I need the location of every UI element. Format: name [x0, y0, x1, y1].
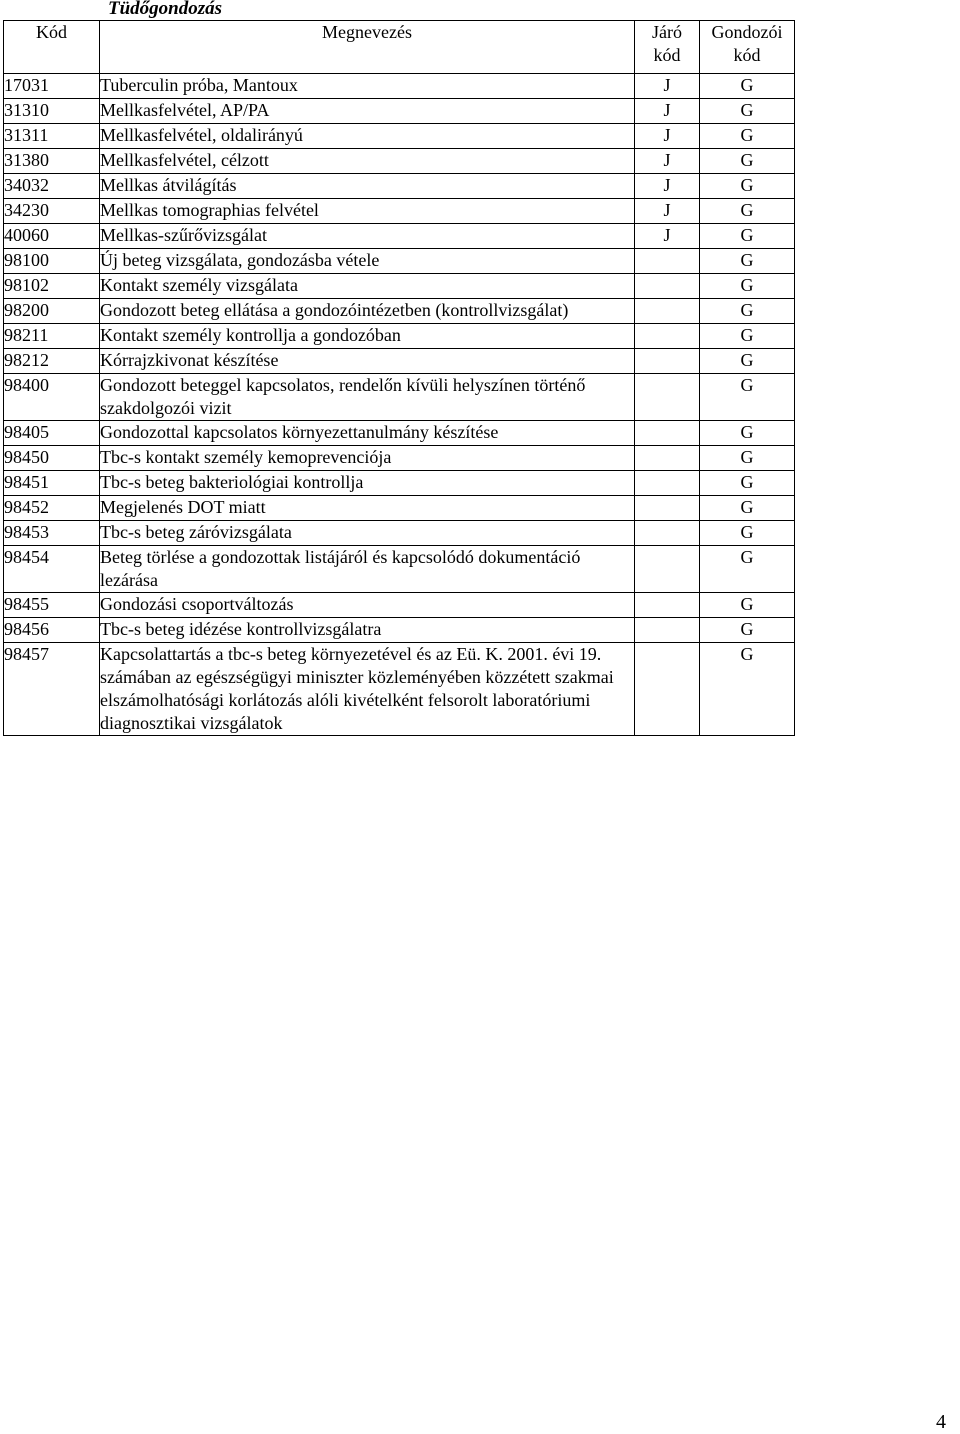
cell-kod: 98211	[4, 324, 100, 349]
header-megnevezes: Megnevezés	[100, 21, 635, 74]
cell-kod: 98452	[4, 496, 100, 521]
cell-kod: 98450	[4, 446, 100, 471]
cell-megnevezes: Gondozottal kapcsolatos környezettanulmány készítése	[100, 421, 635, 446]
table-row	[4, 546, 795, 593]
cell-jaro-kod	[635, 618, 700, 643]
cell-megnevezes: Gondozott beteg ellátása a gondozóintézetben (kontrollvizsgálat)	[100, 299, 635, 324]
cell-megnevezes: Gondozási csoportváltozás	[100, 593, 635, 618]
header-jaro-kod	[635, 21, 700, 74]
cell-jaro-kod: J	[635, 99, 700, 124]
cell-kod: 34230	[4, 199, 100, 224]
cell-jaro-kod: J	[635, 124, 700, 149]
table-row	[4, 74, 795, 99]
cell-gondozoi-kod: G	[700, 174, 795, 199]
cell-jaro-kod	[635, 593, 700, 618]
table-row	[4, 349, 795, 374]
cell-megnevezes: Tuberculin próba, Mantoux	[100, 74, 635, 99]
cell-jaro-kod	[635, 546, 700, 593]
cell-megnevezes: Tbc-s beteg záróvizsgálata	[100, 521, 635, 546]
cell-jaro-kod	[635, 374, 700, 421]
cell-kod: 98455	[4, 593, 100, 618]
table-row	[4, 471, 795, 496]
cell-megnevezes: Mellkas-szűrővizsgálat	[100, 224, 635, 249]
cell-kod: 40060	[4, 224, 100, 249]
table-row	[4, 496, 795, 521]
table-row	[4, 446, 795, 471]
cell-gondozoi-kod: G	[700, 446, 795, 471]
cell-jaro-kod	[635, 446, 700, 471]
section-title: Tüdőgondozás	[108, 0, 223, 19]
cell-jaro-kod: J	[635, 174, 700, 199]
cell-kod: 98454	[4, 546, 100, 593]
cell-megnevezes: Mellkas átvilágítás	[100, 174, 635, 199]
cell-megnevezes: Kapcsolattartás a tbc-s beteg környezetével és az Eü. K. 2001. évi 19. számában az egészségügyi miniszter közleményében közzétett szakmai elszámolhatósági korlátozás alóli kivételként felsorolt laboratóriumi diagnosztikai vizsgálatok	[100, 643, 635, 736]
cell-kod: 31310	[4, 99, 100, 124]
cell-kod: 98400	[4, 374, 100, 421]
cell-kod: 98457	[4, 643, 100, 736]
table-row	[4, 618, 795, 643]
cell-jaro-kod	[635, 421, 700, 446]
cell-megnevezes: Kontakt személy vizsgálata	[100, 274, 635, 299]
page-number: 4	[936, 1411, 946, 1433]
cell-gondozoi-kod: G	[700, 224, 795, 249]
cell-kod: 98405	[4, 421, 100, 446]
cell-kod: 31380	[4, 149, 100, 174]
cell-megnevezes: Mellkasfelvétel, oldalirányú	[100, 124, 635, 149]
header-jaro-line2: kód	[653, 45, 681, 65]
table-row	[4, 299, 795, 324]
table-row	[4, 224, 795, 249]
header-gondozoi-kod	[700, 21, 795, 74]
cell-jaro-kod	[635, 299, 700, 324]
table-row	[4, 124, 795, 149]
cell-jaro-kod: J	[635, 74, 700, 99]
cell-megnevezes: Tbc-s beteg idézése kontrollvizsgálatra	[100, 618, 635, 643]
table-row	[4, 593, 795, 618]
header-gondozoi-line2: kód	[733, 45, 761, 65]
cell-gondozoi-kod: G	[700, 74, 795, 99]
cell-jaro-kod	[635, 349, 700, 374]
cell-kod: 98456	[4, 618, 100, 643]
cell-gondozoi-kod: G	[700, 496, 795, 521]
cell-gondozoi-kod: G	[700, 99, 795, 124]
cell-gondozoi-kod: G	[700, 349, 795, 374]
cell-kod: 98200	[4, 299, 100, 324]
cell-gondozoi-kod: G	[700, 324, 795, 349]
table-row	[4, 99, 795, 124]
cell-gondozoi-kod: G	[700, 274, 795, 299]
header-gondozoi-line1: Gondozói	[711, 22, 783, 42]
cell-jaro-kod	[635, 471, 700, 496]
cell-kod: 98451	[4, 471, 100, 496]
cell-megnevezes: Tbc-s beteg bakteriológiai kontrollja	[100, 471, 635, 496]
cell-megnevezes: Kontakt személy kontrollja a gondozóban	[100, 324, 635, 349]
cell-gondozoi-kod: G	[700, 149, 795, 174]
cell-megnevezes: Gondozott beteggel kapcsolatos, rendelőn kívüli helyszínen történő szakdolgozói vizit	[100, 374, 635, 421]
table-body	[4, 74, 795, 736]
cell-gondozoi-kod: G	[700, 199, 795, 224]
cell-gondozoi-kod: G	[700, 124, 795, 149]
cell-gondozoi-kod: G	[700, 618, 795, 643]
table-row	[4, 521, 795, 546]
cell-gondozoi-kod: G	[700, 374, 795, 421]
cell-jaro-kod	[635, 274, 700, 299]
table-row	[4, 374, 795, 421]
cell-kod: 17031	[4, 74, 100, 99]
table-row	[4, 174, 795, 199]
cell-kod: 31311	[4, 124, 100, 149]
table-header-row	[4, 21, 795, 74]
cell-gondozoi-kod: G	[700, 546, 795, 593]
cell-megnevezes: Mellkasfelvétel, célzott	[100, 149, 635, 174]
cell-megnevezes: Mellkas tomographias felvétel	[100, 199, 635, 224]
table-row	[4, 199, 795, 224]
header-jaro-line1: Járó	[652, 22, 682, 42]
table-row	[4, 421, 795, 446]
cell-kod: 98212	[4, 349, 100, 374]
cell-gondozoi-kod: G	[700, 249, 795, 274]
cell-gondozoi-kod: G	[700, 421, 795, 446]
cell-gondozoi-kod: G	[700, 643, 795, 736]
cell-kod: 98102	[4, 274, 100, 299]
cell-jaro-kod	[635, 643, 700, 736]
cell-megnevezes: Kórrajzkivonat készítése	[100, 349, 635, 374]
cell-megnevezes: Beteg törlése a gondozottak listájáról és kapcsolódó dokumentáció lezárása	[100, 546, 635, 593]
cell-kod: 98100	[4, 249, 100, 274]
table-row	[4, 149, 795, 174]
cell-jaro-kod: J	[635, 224, 700, 249]
table-row	[4, 324, 795, 349]
cell-jaro-kod	[635, 324, 700, 349]
cell-megnevezes: Megjelenés DOT miatt	[100, 496, 635, 521]
cell-gondozoi-kod: G	[700, 299, 795, 324]
cell-jaro-kod	[635, 496, 700, 521]
cell-gondozoi-kod: G	[700, 593, 795, 618]
cell-jaro-kod	[635, 249, 700, 274]
table-row	[4, 249, 795, 274]
table-row	[4, 643, 795, 736]
cell-megnevezes: Tbc-s kontakt személy kemoprevenciója	[100, 446, 635, 471]
cell-megnevezes: Mellkasfelvétel, AP/PA	[100, 99, 635, 124]
table-row	[4, 274, 795, 299]
cell-jaro-kod: J	[635, 149, 700, 174]
procedure-code-table	[3, 20, 795, 736]
cell-gondozoi-kod: G	[700, 471, 795, 496]
cell-gondozoi-kod: G	[700, 521, 795, 546]
cell-jaro-kod: J	[635, 199, 700, 224]
cell-megnevezes: Új beteg vizsgálata, gondozásba vétele	[100, 249, 635, 274]
cell-kod: 34032	[4, 174, 100, 199]
header-kod: Kód	[4, 21, 100, 74]
cell-jaro-kod	[635, 521, 700, 546]
cell-kod: 98453	[4, 521, 100, 546]
